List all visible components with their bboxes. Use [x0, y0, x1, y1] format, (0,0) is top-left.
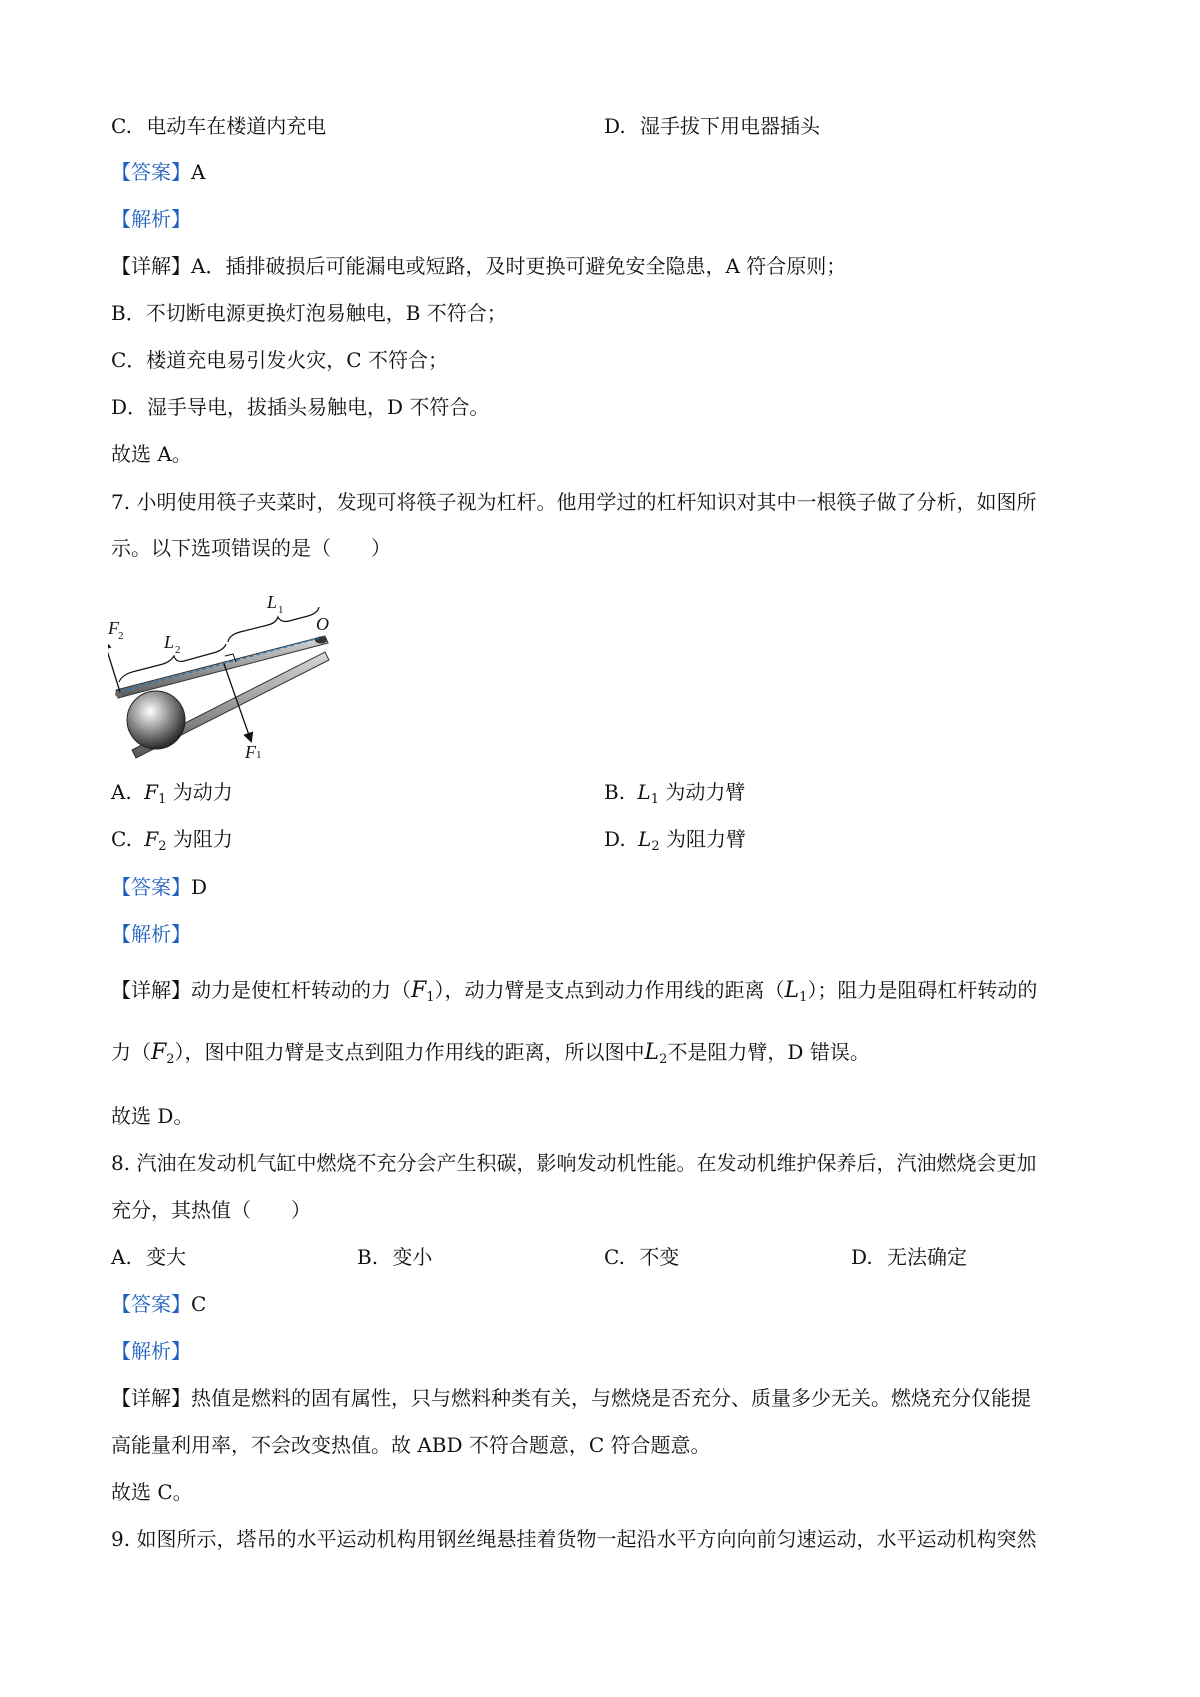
option-letter: A.	[111, 1245, 132, 1269]
math-f: F	[411, 978, 427, 1003]
q8-detail-line-1	[111, 1384, 1110, 1412]
label-f2-sub: 2	[118, 630, 124, 642]
q7-option-c	[111, 825, 233, 861]
tip-end	[115, 691, 123, 697]
detail-tag: 【详解】	[111, 978, 191, 1002]
label-l1: L	[267, 592, 278, 612]
answer-value: D	[191, 875, 208, 899]
q7-stem-line-1: 7. 小明使用筷子夹菜时，发现可将筷子视为杠杆。他用学过的杠杆知识对其中一根筷子做了分析，如图所	[111, 490, 1037, 514]
option-symbol: L	[638, 827, 652, 851]
q8-answer	[111, 1290, 1110, 1318]
option-letter: A.	[111, 780, 132, 804]
answer-tag: 【答案】	[111, 875, 191, 899]
label-l2-sub: 2	[175, 644, 181, 656]
option-symbol: F	[144, 780, 159, 804]
option-text: 为阻力	[172, 827, 233, 851]
option-subscript: 2	[651, 839, 660, 854]
chopsticks-lever-figure	[108, 590, 368, 760]
math-sub: 2	[659, 1052, 668, 1067]
q8-option-c	[604, 1243, 679, 1271]
option-letter: C.	[111, 114, 132, 138]
math-sub: 1	[799, 990, 808, 1005]
detail-text: A．插排破损后可能漏电或短路，及时更换可避免安全隐患，A 符合原则；	[191, 254, 847, 278]
food-ball	[127, 691, 185, 749]
q7-stem-line-2: 示。以下选项错误的是（ ）	[111, 536, 391, 560]
label-o: O	[316, 614, 329, 634]
math-f: F	[151, 1040, 167, 1065]
l1-brace	[228, 607, 319, 642]
q7-detail-line-1	[111, 976, 1110, 1012]
option-text: 不变	[639, 1245, 680, 1269]
option-text: 为动力	[172, 780, 233, 804]
label-f1-sub: 1	[256, 749, 262, 760]
f2-force-arrow	[108, 644, 120, 692]
math-l: L	[784, 978, 800, 1003]
option-symbol: F	[144, 827, 159, 851]
option-text: 无法确定	[887, 1245, 968, 1269]
answer-value: C	[191, 1292, 207, 1316]
option-letter: C.	[111, 827, 132, 851]
math-sub: 2	[166, 1052, 175, 1067]
option-text: 变小	[392, 1245, 433, 1269]
q6-answer	[111, 158, 1110, 186]
q7-detail-line-2	[111, 1038, 1110, 1074]
q8-detail-line-2: 高能量利用率，不会改变热值。故 ABD 不符合题意，C 符合题意。	[111, 1433, 711, 1457]
q8-stem-line-1: 8. 汽油在发动机气缸中燃烧不充分会产生积碳，影响发动机性能。在发动机维护保养后，汽油燃烧会更加	[111, 1151, 1037, 1175]
q8-conclusion: 故选 C。	[111, 1480, 193, 1504]
label-f1: F	[245, 742, 256, 760]
option-subscript: 1	[650, 792, 659, 807]
detail-tag: 【详解】	[111, 254, 191, 278]
math-sub: 1	[426, 990, 435, 1005]
detail-text: 热值是燃料的固有属性，只与燃料种类有关，与燃烧是否充分、质量多少无关。燃烧充分仅能提	[191, 1386, 1031, 1410]
q6-detail-line-2: B．不切断电源更换灯泡易触电，B 不符合；	[111, 301, 507, 325]
q8-option-d	[851, 1243, 967, 1271]
detail-tag: 【详解】	[111, 1386, 191, 1410]
option-letter: D.	[851, 1245, 873, 1269]
q8-analysis-tag: 【解析】	[111, 1339, 191, 1363]
q7-answer	[111, 873, 1110, 901]
detail-text: 不是阻力臂，D 错误。	[667, 1040, 870, 1064]
detail-text: ）；阻力是阻碍杠杆转动的	[807, 978, 1038, 1002]
option-letter: B.	[357, 1245, 379, 1269]
option-subscript: 1	[158, 792, 167, 807]
math-l: L	[644, 1040, 660, 1065]
q6-detail-line-3: C．楼道充电易引发火灾，C 不符合；	[111, 348, 448, 372]
q7-conclusion: 故选 D。	[111, 1104, 194, 1128]
label-l2: L	[164, 632, 175, 652]
option-letter: B.	[604, 780, 626, 804]
option-text: 电动车在楼道内充电	[146, 114, 327, 138]
q6-conclusion: 故选 A。	[111, 442, 192, 466]
detail-text: ），动力臂是支点到动力作用线的距离（	[434, 978, 785, 1002]
answer-value: A	[191, 160, 206, 184]
answer-tag: 【答案】	[111, 1292, 191, 1316]
q6-analysis-tag: 【解析】	[111, 207, 191, 231]
detail-text: 动力是使杠杆转动的力（	[191, 978, 411, 1002]
lever-diagram	[108, 590, 368, 760]
detail-text: ），图中阻力臂是支点到阻力作用线的距离，所以图中	[174, 1040, 645, 1064]
option-letter: D.	[604, 114, 626, 138]
option-symbol: L	[637, 780, 651, 804]
q9-stem-line-1: 9. 如图所示，塔吊的水平运动机构用钢丝绳悬挂着货物一起沿水平方向向前匀速运动，水平运动机构突然	[111, 1527, 1037, 1551]
option-text: 变大	[146, 1245, 187, 1269]
option-letter: D.	[604, 827, 626, 851]
answer-tag: 【答案】	[111, 160, 191, 184]
q7-option-d	[604, 825, 746, 861]
option-letter: C.	[604, 1245, 625, 1269]
q6-option-d	[604, 112, 820, 140]
q8-option-a	[111, 1243, 186, 1271]
q6-detail-line-1	[111, 252, 1110, 280]
q8-stem-line-2: 充分，其热值（ ）	[111, 1198, 311, 1222]
q6-option-c	[111, 112, 326, 140]
q7-analysis-tag: 【解析】	[111, 922, 191, 946]
q8-option-b	[357, 1243, 432, 1271]
label-f2: F	[108, 618, 119, 638]
fulcrum-end	[315, 637, 327, 644]
option-subscript: 2	[158, 839, 167, 854]
option-text: 为阻力臂	[665, 827, 746, 851]
q6-detail-line-4: D．湿手导电，拔插头易触电，D 不符合。	[111, 395, 490, 419]
label-l1-sub: 1	[278, 604, 284, 616]
detail-text: 力（	[111, 1040, 151, 1064]
option-text: 为动力臂	[665, 780, 746, 804]
q7-option-a	[111, 778, 233, 814]
q7-option-b	[604, 778, 745, 814]
option-text: 湿手拔下用电器插头	[640, 114, 821, 138]
